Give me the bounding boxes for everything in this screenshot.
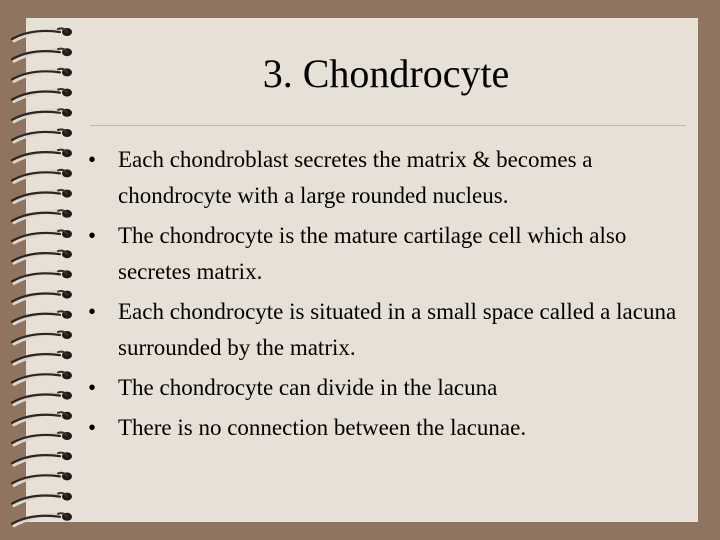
- binding-ring: [12, 371, 72, 384]
- binding-ring: [12, 493, 72, 506]
- bullet-item: [88, 370, 688, 406]
- binding-ring: [12, 210, 72, 223]
- bullet-marker: •: [88, 375, 97, 400]
- bullet-marker: •: [88, 147, 97, 172]
- binding-ring: [12, 291, 72, 304]
- bullet-item: [88, 218, 688, 290]
- binding-ring: [12, 432, 72, 445]
- bullet-item: [88, 142, 688, 214]
- binding-ring: [12, 270, 72, 283]
- bullet-marker: •: [88, 415, 97, 440]
- binding-ring: [12, 452, 72, 465]
- slide-title: 3. Chondrocyte: [262, 51, 510, 96]
- binding-ring: [12, 472, 72, 485]
- binding-ring: [12, 412, 72, 425]
- binding-ring: [12, 190, 72, 203]
- binding-ring: [12, 28, 72, 41]
- spiral-binding: [0, 0, 90, 540]
- binding-ring: [12, 250, 72, 263]
- bullet-text: Each chondrocyte is situated in a small space called a lacuna surrounded by the matrix.: [118, 299, 677, 360]
- binding-ring: [12, 311, 72, 324]
- bullet-list: [88, 142, 688, 450]
- binding-ring: [12, 48, 72, 61]
- bullet-item: [88, 294, 688, 366]
- binding-ring: [12, 169, 72, 182]
- bullet-text: There is no connection between the lacunae.: [118, 415, 527, 440]
- binding-ring: [12, 109, 72, 122]
- binding-ring: [12, 149, 72, 162]
- bullet-marker: •: [88, 223, 97, 248]
- bullet-text: The chondrocyte is the mature cartilage cell which also secretes matrix.: [118, 223, 627, 284]
- binding-ring: [12, 331, 72, 344]
- bullet-text: Each chondroblast secretes the matrix & becomes a chondrocyte with a large rounded nucleus.: [118, 147, 593, 208]
- binding-ring: [12, 392, 72, 405]
- binding-ring: [12, 351, 72, 364]
- binding-ring: [12, 68, 72, 81]
- bullet-item: [88, 410, 688, 446]
- bullet-text: The chondrocyte can divide in the lacuna: [118, 375, 498, 400]
- binding-ring: [12, 230, 72, 243]
- bullet-marker: •: [88, 299, 97, 324]
- binding-ring: [12, 513, 72, 526]
- binding-ring: [12, 129, 72, 142]
- binding-ring: [12, 89, 72, 102]
- title-divider: [90, 125, 686, 126]
